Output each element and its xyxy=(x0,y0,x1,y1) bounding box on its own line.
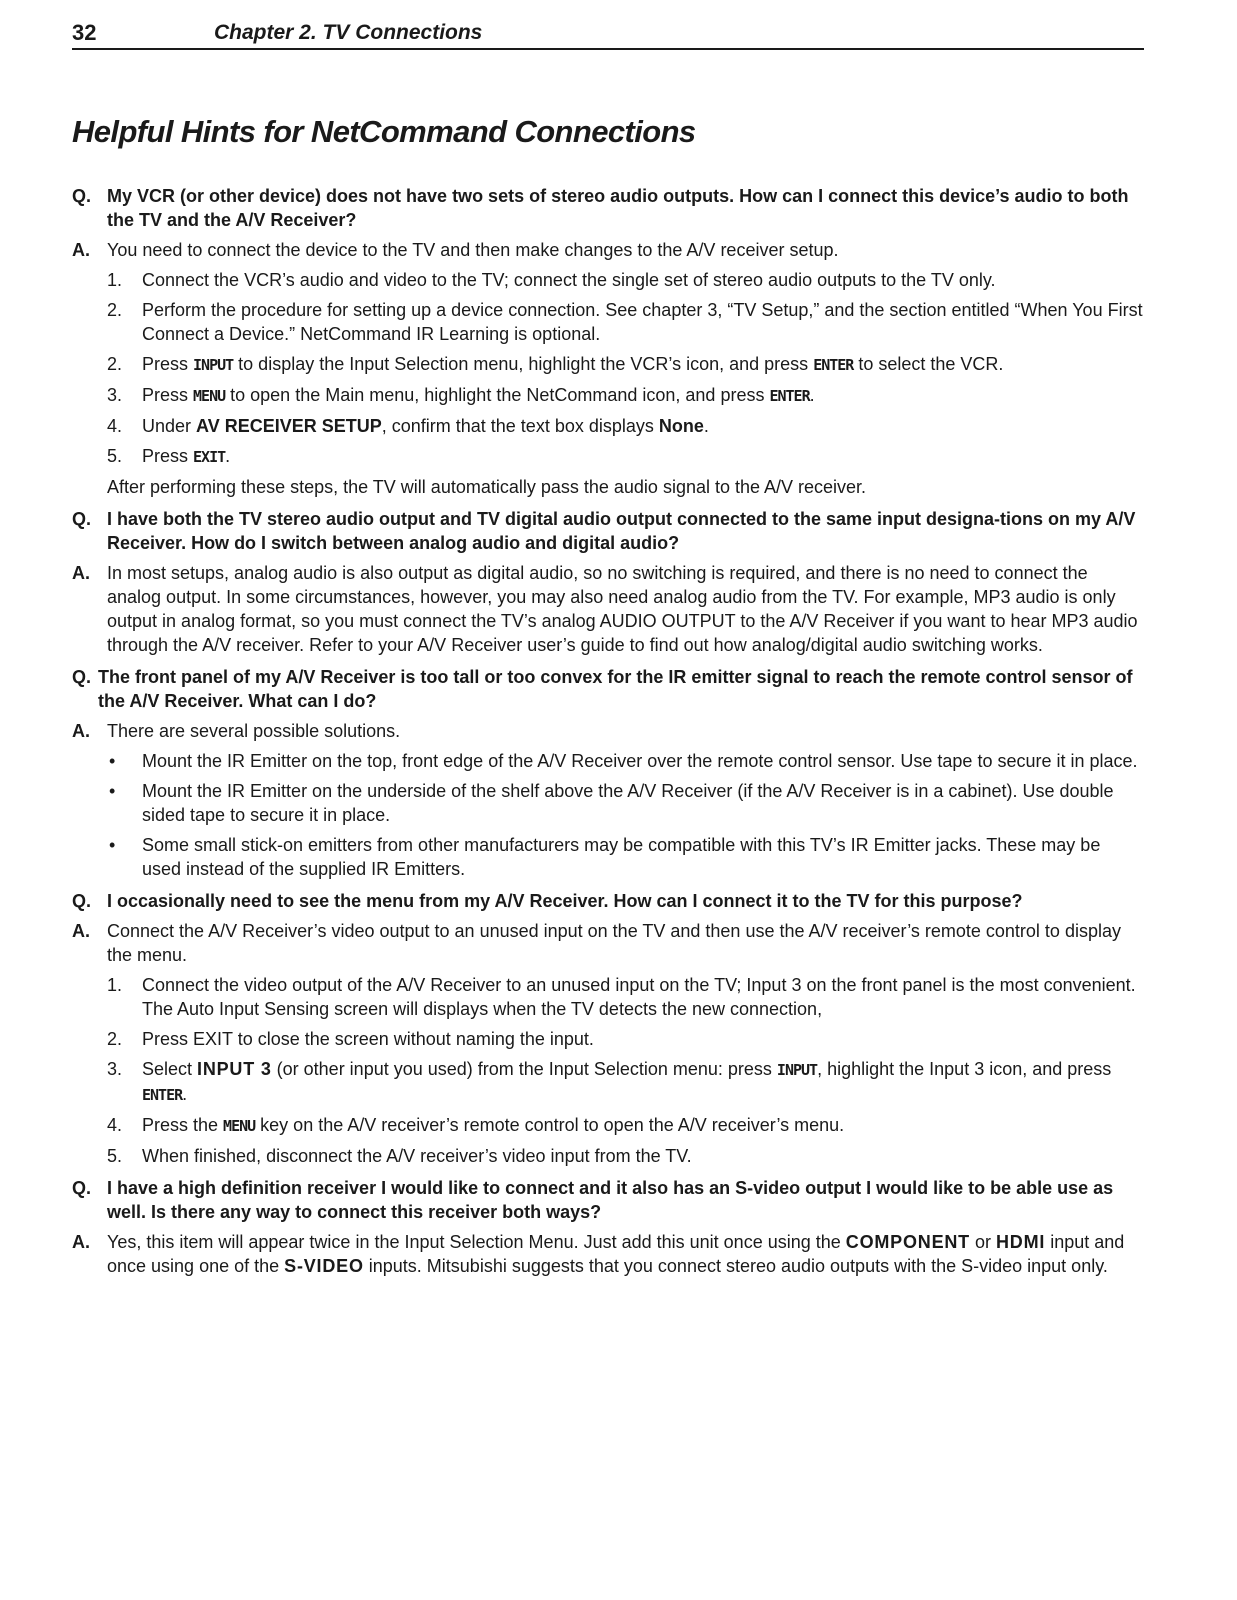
step-text: When finished, disconnect the A/V receiver’s video input from the TV. xyxy=(142,1146,692,1166)
step-number: 1. xyxy=(107,975,123,995)
enter-key-label: ENTER xyxy=(813,356,854,374)
input-name: COMPONENT xyxy=(845,1232,970,1252)
enter-key-label: ENTER xyxy=(142,1086,183,1104)
list-item xyxy=(72,268,1144,292)
step-number: 1. xyxy=(107,270,123,290)
exit-key-label: EXIT xyxy=(193,448,226,466)
answer-text: inputs. Mitsubishi suggests that you connect stereo audio outputs with the S-video input only. xyxy=(363,1256,1108,1276)
step-text: Press the xyxy=(142,1115,224,1135)
answer-text: There are several possible solutions. xyxy=(107,721,401,741)
question-text: I have a high definition receiver I would like to connect and it also has an S-video output I would like to be able use as well. Is there any way to connect this receiver both ways? xyxy=(107,1178,1114,1222)
answer-text: Yes, this item will appear twice in the Input Selection Menu. Just add this unit once using the xyxy=(107,1232,846,1252)
menu-key-label: MENU xyxy=(193,387,226,405)
step-number: 4. xyxy=(107,1115,123,1135)
step-text: Press xyxy=(142,385,194,405)
step-text: Perform the procedure for setting up a device connection. See chapter 3, “TV Setup,” and the section entitled “When You First Connect a Device.” NetCommand IR Learning is optional. xyxy=(142,300,1143,344)
answer xyxy=(72,719,1144,743)
step-text: Under xyxy=(142,416,197,436)
step-number: 5. xyxy=(107,446,123,466)
step-text: . xyxy=(182,1084,188,1104)
list-item xyxy=(72,1113,1144,1138)
step-number: 3. xyxy=(107,385,123,405)
step-text: Press EXIT to close the screen without naming the input. xyxy=(142,1029,594,1049)
answer-label: A. xyxy=(72,721,90,741)
bullet-text: Some small stick-on emitters from other manufacturers may be compatible with this TV’s IR Emitter jacks. These may be used instead of the supplied IR Emitters. xyxy=(142,835,1101,879)
step-text: Connect the VCR’s audio and video to the TV; connect the single set of stereo audio outputs to the TV only. xyxy=(142,270,996,290)
enter-key-label: ENTER xyxy=(769,387,810,405)
question xyxy=(72,507,1144,555)
input-name: S-VIDEO xyxy=(284,1256,364,1276)
list-item xyxy=(72,749,1144,773)
question-text: My VCR (or other device) does not have two sets of stereo audio outputs. How can I connect this device’s audio to both the TV and the A/V Receiver? xyxy=(107,186,1129,230)
closing-note: After performing these steps, the TV will automatically pass the audio signal to the A/V receiver. xyxy=(107,477,867,497)
menu-key-label: MENU xyxy=(223,1117,256,1135)
step-number: 5. xyxy=(107,1146,123,1166)
question xyxy=(72,665,1144,713)
input-key-label: INPUT xyxy=(776,1061,818,1079)
step-number: 2. xyxy=(107,1029,123,1049)
step-text: Press xyxy=(142,354,194,374)
input-key-label: INPUT xyxy=(193,356,234,374)
faq-content xyxy=(72,184,1144,1286)
question xyxy=(72,889,1144,913)
step-text: Connect the video output of the A/V Receiver to an unused input on the TV; Input 3 on the front panel is the most convenient. The Auto Input Sensing screen will displays when the TV detects the new connection, xyxy=(142,975,1136,1019)
step-number: 3. xyxy=(107,1059,123,1079)
steps-list xyxy=(72,268,1144,469)
bullet-list xyxy=(72,749,1144,881)
answer-label: A. xyxy=(72,563,90,583)
list-item xyxy=(72,414,1144,438)
question-label: Q. xyxy=(72,1178,92,1198)
question xyxy=(72,184,1144,232)
answer-label: A. xyxy=(72,921,90,941)
faq-item-analog-digital xyxy=(72,507,1144,657)
step-text: (or other input you used) from the Input Selection menu: press xyxy=(271,1059,777,1079)
step-text: . xyxy=(703,416,709,436)
step-number: 4. xyxy=(107,416,123,436)
question-label: Q. xyxy=(72,186,92,206)
step-text: , confirm that the text box displays xyxy=(381,416,659,436)
faq-item-vcr-audio xyxy=(72,184,1144,499)
list-item xyxy=(72,833,1144,881)
list-item xyxy=(72,298,1144,346)
question-text: I have both the TV stereo audio output and TV digital audio output connected to the same input designa-tions on my A/V Receiver. How do I switch between analog audio and digital audio? xyxy=(107,509,1136,553)
answer xyxy=(72,1230,1144,1278)
faq-item-hd-receiver xyxy=(72,1176,1144,1278)
step-text: to open the Main menu, highlight the NetCommand icon, and press xyxy=(225,385,770,405)
setting-name: AV RECEIVER SETUP xyxy=(196,416,382,436)
answer-text: In most setups, analog audio is also output as digital audio, so no switching is required, and there is no need to connect the analog output. In some circumstances, however, you may also need analog audio from the TV. For example, MP3 audio is only output in analog format, so you must connect the TV’s analog AUDIO OUTPUT to the A/V Receiver if you want to hear MP3 audio through the A/V receiver. Refer to your A/V Receiver user’s guide to find out how analog/digital audio switching works. xyxy=(107,563,1138,655)
answer-text: You need to connect the device to the TV and then make changes to the A/V receiver setup. xyxy=(107,240,839,260)
step-text: to select the VCR. xyxy=(853,354,1004,374)
answer xyxy=(72,238,1144,262)
step-text: . xyxy=(225,446,231,466)
answer-label: A. xyxy=(72,1232,90,1252)
step-text: , highlight the Input 3 icon, and press xyxy=(817,1059,1112,1079)
answer xyxy=(72,561,1144,657)
question xyxy=(72,1176,1144,1224)
answer-text: input and once using one of the xyxy=(107,1232,1125,1276)
steps-list xyxy=(72,973,1144,1168)
step-text: . xyxy=(809,385,815,405)
list-item xyxy=(72,383,1144,408)
section-title: Helpful Hints for NetCommand Connections xyxy=(72,114,696,149)
question-label: Q. xyxy=(72,509,92,529)
bullet: • xyxy=(109,835,116,855)
list-item xyxy=(72,779,1144,827)
answer-text: Connect the A/V Receiver’s video output to an unused input on the TV and then use the A/V receiver’s remote control to display the menu. xyxy=(107,921,1121,965)
input-name: INPUT 3 xyxy=(197,1059,272,1079)
bullet-text: Mount the IR Emitter on the top, front edge of the A/V Receiver over the remote control sensor. Use tape to secure it in place. xyxy=(142,751,1138,771)
answer-label: A. xyxy=(72,240,90,260)
step-text: Press xyxy=(142,446,194,466)
question-label: Q. xyxy=(72,891,92,911)
step-text: key on the A/V receiver’s remote control to open the A/V receiver’s menu. xyxy=(255,1115,845,1135)
list-item xyxy=(72,1057,1144,1107)
bullet-text: Mount the IR Emitter on the underside of the shelf above the A/V Receiver (if the A/V Receiver is in a cabinet). Use double sided tape to secure it in place. xyxy=(142,781,1114,825)
answer xyxy=(72,919,1144,967)
question-label: Q. xyxy=(72,667,92,687)
setting-value: None xyxy=(658,416,704,436)
page-number: 32 xyxy=(72,20,97,45)
question-text: I occasionally need to see the menu from my A/V Receiver. How can I connect it to the TV for this purpose? xyxy=(107,891,1023,911)
list-item xyxy=(72,352,1144,377)
list-item xyxy=(72,444,1144,469)
faq-item-receiver-menu xyxy=(72,889,1144,1168)
faq-item-ir-emitter xyxy=(72,665,1144,881)
running-header xyxy=(72,16,1144,50)
bullet: • xyxy=(109,751,116,771)
input-name: HDMI xyxy=(995,1232,1046,1252)
step-text: to display the Input Selection menu, highlight the VCR’s icon, and press xyxy=(233,354,814,374)
question-text: The front panel of my A/V Receiver is too tall or too convex for the IR emitter signal to reach the remote control sensor of the A/V Receiver. What can I do? xyxy=(98,667,1133,711)
bullet: • xyxy=(109,781,116,801)
step-text: Select xyxy=(142,1059,198,1079)
chapter-title: Chapter 2. TV Connections xyxy=(214,21,483,44)
answer-text: or xyxy=(969,1232,996,1252)
list-item xyxy=(72,1027,1144,1051)
step-number: 2. xyxy=(107,354,123,374)
step-number: 2. xyxy=(107,300,123,320)
list-item xyxy=(72,973,1144,1021)
list-item xyxy=(72,1144,1144,1168)
